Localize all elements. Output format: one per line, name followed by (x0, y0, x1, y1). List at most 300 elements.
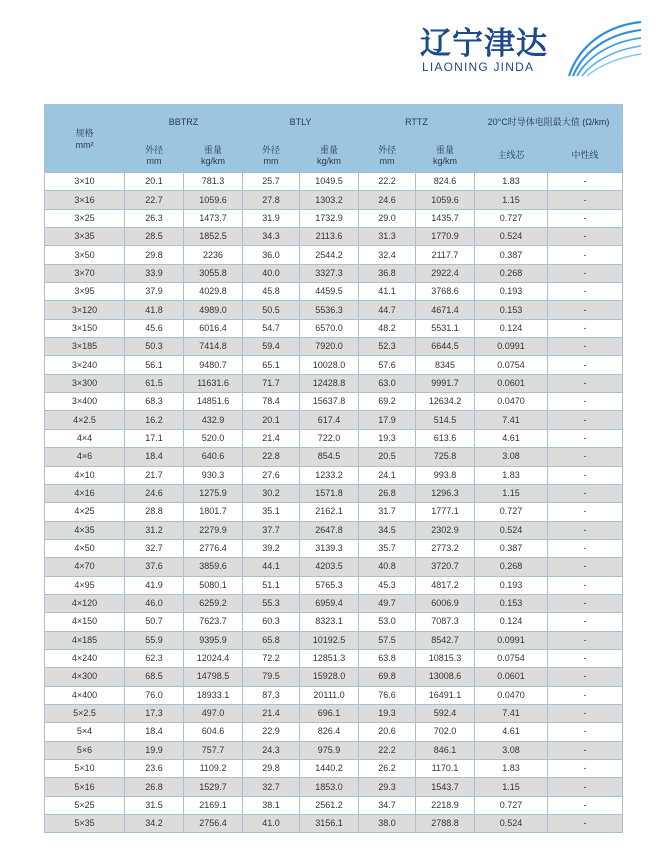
cell-rttz-weight: 5531.1 (416, 319, 475, 337)
cell-spec: 3×50 (45, 246, 125, 264)
cell-main-core-resistance: 1.83 (475, 760, 548, 778)
cell-btly-od: 21.4 (243, 704, 300, 722)
cell-btly-od: 87.3 (243, 686, 300, 704)
cell-btly-weight: 10028.0 (300, 356, 359, 374)
cell-spec: 3×35 (45, 228, 125, 246)
cell-btly-od: 29.8 (243, 760, 300, 778)
cell-bbtrz-od: 20.1 (125, 173, 184, 191)
cell-neutral-resistance: - (548, 686, 623, 704)
cell-neutral-resistance: - (548, 209, 623, 227)
table-row (45, 668, 623, 686)
cell-btly-od: 39.2 (243, 539, 300, 557)
cell-btly-od: 40.0 (243, 264, 300, 282)
cell-btly-weight: 1571.8 (300, 484, 359, 502)
table-row (45, 558, 623, 576)
cell-rttz-weight: 846.1 (416, 741, 475, 759)
table-row (45, 631, 623, 649)
cell-neutral-resistance: - (548, 649, 623, 667)
cell-bbtrz-weight: 640.6 (184, 448, 243, 466)
cell-bbtrz-od: 31.5 (125, 796, 184, 814)
cell-rttz-weight: 9991.7 (416, 374, 475, 392)
cell-rttz-weight: 1059.6 (416, 191, 475, 209)
cell-spec: 3×16 (45, 191, 125, 209)
cell-main-core-resistance: 0.727 (475, 209, 548, 227)
cell-rttz-weight: 7087.3 (416, 613, 475, 631)
cell-rttz-weight: 8345 (416, 356, 475, 374)
sub-header-weight: 重量 kg/km (416, 139, 475, 173)
cell-bbtrz-weight: 7623.7 (184, 613, 243, 631)
cell-main-core-resistance: 1.15 (475, 191, 548, 209)
cell-rttz-weight: 725.8 (416, 448, 475, 466)
cell-neutral-resistance: - (548, 558, 623, 576)
group-header-btly: BTLY (243, 105, 359, 139)
brand-name-cn: 辽宁津达 (420, 26, 548, 62)
cell-rttz-weight: 1435.7 (416, 209, 475, 227)
sub-header-od: 外径 mm (243, 139, 300, 173)
cell-rttz-weight: 4671.4 (416, 301, 475, 319)
table-row (45, 246, 623, 264)
cell-bbtrz-weight: 1473.7 (184, 209, 243, 227)
cell-rttz-weight: 13008.6 (416, 668, 475, 686)
cell-btly-od: 65.1 (243, 356, 300, 374)
cell-spec: 4×400 (45, 686, 125, 704)
cell-main-core-resistance: 0.124 (475, 319, 548, 337)
table-row (45, 649, 623, 667)
table-row (45, 796, 623, 814)
table-row (45, 594, 623, 612)
cell-spec: 3×70 (45, 264, 125, 282)
cell-btly-od: 21.4 (243, 429, 300, 447)
group-header-rttz: RTTZ (359, 105, 475, 139)
cell-btly-weight: 722.0 (300, 429, 359, 447)
cell-bbtrz-od: 26.8 (125, 778, 184, 796)
cell-main-core-resistance: 0.0470 (475, 686, 548, 704)
cell-bbtrz-od: 18.4 (125, 723, 184, 741)
cell-btly-od: 45.8 (243, 283, 300, 301)
cell-neutral-resistance: - (548, 631, 623, 649)
cell-btly-od: 65.8 (243, 631, 300, 649)
cell-rttz-od: 34.5 (359, 521, 416, 539)
cell-btly-od: 32.7 (243, 778, 300, 796)
cell-spec: 4×150 (45, 613, 125, 631)
cell-rttz-od: 24.1 (359, 466, 416, 484)
cell-spec: 4×25 (45, 503, 125, 521)
cell-bbtrz-od: 68.3 (125, 393, 184, 411)
cell-btly-od: 24.3 (243, 741, 300, 759)
cell-spec: 3×10 (45, 173, 125, 191)
cell-rttz-od: 36.8 (359, 264, 416, 282)
cell-spec: 4×50 (45, 539, 125, 557)
cell-bbtrz-od: 18.4 (125, 448, 184, 466)
cell-bbtrz-od: 17.1 (125, 429, 184, 447)
cell-btly-weight: 5765.3 (300, 576, 359, 594)
cell-main-core-resistance: 0.727 (475, 796, 548, 814)
cell-bbtrz-od: 50.3 (125, 338, 184, 356)
cell-rttz-od: 26.8 (359, 484, 416, 502)
cell-btly-weight: 4459.5 (300, 283, 359, 301)
cell-neutral-resistance: - (548, 741, 623, 759)
cell-main-core-resistance: 3.08 (475, 448, 548, 466)
cell-rttz-od: 40.8 (359, 558, 416, 576)
cell-rttz-od: 31.3 (359, 228, 416, 246)
cell-main-core-resistance: 0.268 (475, 264, 548, 282)
cell-spec: 4×4 (45, 429, 125, 447)
table-row (45, 686, 623, 704)
cell-bbtrz-od: 19.9 (125, 741, 184, 759)
cell-main-core-resistance: 1.83 (475, 466, 548, 484)
cell-rttz-weight: 3768.6 (416, 283, 475, 301)
cell-bbtrz-weight: 2756.4 (184, 815, 243, 833)
table-body (45, 173, 623, 833)
cell-rttz-od: 19.3 (359, 429, 416, 447)
cell-main-core-resistance: 0.387 (475, 539, 548, 557)
cell-spec: 4×240 (45, 649, 125, 667)
cell-spec: 4×35 (45, 521, 125, 539)
cell-rttz-od: 22.2 (359, 173, 416, 191)
cell-rttz-weight: 8542.7 (416, 631, 475, 649)
sub-header-od: 外径 mm (359, 139, 416, 173)
sub-header-weight: 重量 kg/km (300, 139, 359, 173)
cell-bbtrz-od: 28.5 (125, 228, 184, 246)
cell-bbtrz-od: 62.3 (125, 649, 184, 667)
swoosh-logo-icon (565, 16, 645, 80)
cell-btly-weight: 15637.8 (300, 393, 359, 411)
cell-btly-od: 72.2 (243, 649, 300, 667)
cell-neutral-resistance: - (548, 411, 623, 429)
cell-main-core-resistance: 1.15 (475, 484, 548, 502)
cell-neutral-resistance: - (548, 668, 623, 686)
table-row (45, 448, 623, 466)
cell-bbtrz-weight: 14798.5 (184, 668, 243, 686)
cell-neutral-resistance: - (548, 466, 623, 484)
cell-btly-weight: 1049.5 (300, 173, 359, 191)
cell-spec: 4×95 (45, 576, 125, 594)
cell-main-core-resistance: 0.387 (475, 246, 548, 264)
cell-main-core-resistance: 0.524 (475, 228, 548, 246)
cell-btly-weight: 2113.6 (300, 228, 359, 246)
cell-btly-weight: 15928.0 (300, 668, 359, 686)
cell-rttz-od: 41.1 (359, 283, 416, 301)
sub-header-weight: 重量 kg/km (184, 139, 243, 173)
cell-rttz-od: 49.7 (359, 594, 416, 612)
cell-rttz-od: 63.0 (359, 374, 416, 392)
cell-spec: 5×4 (45, 723, 125, 741)
cell-bbtrz-weight: 14851.6 (184, 393, 243, 411)
brand-name-en: LIAONING JINDA (422, 60, 535, 74)
group-header-bbtrz: BBTRZ (125, 105, 243, 139)
cell-btly-weight: 2561.2 (300, 796, 359, 814)
cell-rttz-weight: 824.6 (416, 173, 475, 191)
table-row (45, 576, 623, 594)
table-row (45, 301, 623, 319)
cell-bbtrz-weight: 930.3 (184, 466, 243, 484)
cell-bbtrz-weight: 1275.9 (184, 484, 243, 502)
table-row (45, 356, 623, 374)
cell-spec: 4×300 (45, 668, 125, 686)
cell-bbtrz-od: 22.7 (125, 191, 184, 209)
cell-rttz-weight: 4817.2 (416, 576, 475, 594)
cell-neutral-resistance: - (548, 319, 623, 337)
table-row (45, 209, 623, 227)
cell-btly-weight: 20111.0 (300, 686, 359, 704)
cell-main-core-resistance: 0.268 (475, 558, 548, 576)
cell-bbtrz-weight: 2776.4 (184, 539, 243, 557)
cell-spec: 4×16 (45, 484, 125, 502)
table-row (45, 613, 623, 631)
cell-btly-weight: 8323.1 (300, 613, 359, 631)
cell-rttz-weight: 1777.1 (416, 503, 475, 521)
cell-bbtrz-weight: 2236 (184, 246, 243, 264)
cell-bbtrz-od: 37.6 (125, 558, 184, 576)
cell-bbtrz-od: 26.3 (125, 209, 184, 227)
cell-rttz-weight: 1296.3 (416, 484, 475, 502)
cell-bbtrz-weight: 4989.0 (184, 301, 243, 319)
cell-bbtrz-weight: 1529.7 (184, 778, 243, 796)
cell-rttz-weight: 16491.1 (416, 686, 475, 704)
cell-btly-weight: 1303.2 (300, 191, 359, 209)
cell-main-core-resistance: 0.0991 (475, 338, 548, 356)
cell-bbtrz-od: 46.0 (125, 594, 184, 612)
cell-spec: 4×2.5 (45, 411, 125, 429)
cell-neutral-resistance: - (548, 448, 623, 466)
cell-neutral-resistance: - (548, 815, 623, 833)
cell-rttz-od: 17.9 (359, 411, 416, 429)
cell-btly-od: 34.3 (243, 228, 300, 246)
cell-bbtrz-weight: 6259.2 (184, 594, 243, 612)
cell-bbtrz-od: 16.2 (125, 411, 184, 429)
cell-main-core-resistance: 0.0470 (475, 393, 548, 411)
cell-rttz-od: 44.7 (359, 301, 416, 319)
table-row (45, 778, 623, 796)
cell-btly-od: 38.1 (243, 796, 300, 814)
cell-rttz-od: 22.2 (359, 741, 416, 759)
cell-rttz-od: 24.6 (359, 191, 416, 209)
cell-btly-od: 41.0 (243, 815, 300, 833)
cell-main-core-resistance: 0.153 (475, 594, 548, 612)
cell-main-core-resistance: 0.0601 (475, 668, 548, 686)
cell-main-core-resistance: 4.61 (475, 429, 548, 447)
cell-btly-weight: 3139.3 (300, 539, 359, 557)
cell-btly-weight: 854.5 (300, 448, 359, 466)
cell-neutral-resistance: - (548, 356, 623, 374)
table-row (45, 815, 623, 833)
cell-btly-weight: 2162.1 (300, 503, 359, 521)
table-row (45, 466, 623, 484)
cell-btly-weight: 1732.9 (300, 209, 359, 227)
cell-btly-weight: 5536.3 (300, 301, 359, 319)
cell-main-core-resistance: 0.0754 (475, 356, 548, 374)
table-row (45, 723, 623, 741)
sub-header-main-core: 主线芯 (475, 139, 548, 173)
cell-bbtrz-od: 34.2 (125, 815, 184, 833)
cell-neutral-resistance: - (548, 283, 623, 301)
cell-rttz-od: 57.6 (359, 356, 416, 374)
cell-bbtrz-od: 21.7 (125, 466, 184, 484)
cell-main-core-resistance: 1.83 (475, 173, 548, 191)
cell-bbtrz-od: 28.8 (125, 503, 184, 521)
table-row (45, 191, 623, 209)
cell-neutral-resistance: - (548, 521, 623, 539)
cell-bbtrz-od: 33.9 (125, 264, 184, 282)
cell-bbtrz-weight: 9395.9 (184, 631, 243, 649)
cell-rttz-od: 29.3 (359, 778, 416, 796)
cell-bbtrz-weight: 9480.7 (184, 356, 243, 374)
cell-btly-weight: 2647.8 (300, 521, 359, 539)
cell-spec: 5×35 (45, 815, 125, 833)
cell-btly-weight: 6570.0 (300, 319, 359, 337)
cell-btly-od: 20.1 (243, 411, 300, 429)
cell-bbtrz-od: 61.5 (125, 374, 184, 392)
cell-neutral-resistance: - (548, 301, 623, 319)
cell-neutral-resistance: - (548, 723, 623, 741)
cell-rttz-weight: 6644.5 (416, 338, 475, 356)
sub-header-neutral: 中性线 (548, 139, 623, 173)
table-row (45, 741, 623, 759)
cell-bbtrz-od: 68.5 (125, 668, 184, 686)
cell-rttz-od: 76.6 (359, 686, 416, 704)
cell-rttz-od: 32.4 (359, 246, 416, 264)
cell-bbtrz-od: 24.6 (125, 484, 184, 502)
cell-spec: 3×185 (45, 338, 125, 356)
cell-btly-od: 27.8 (243, 191, 300, 209)
spec-header-unit: mm² (75, 139, 94, 150)
cell-rttz-weight: 993.8 (416, 466, 475, 484)
table-row (45, 484, 623, 502)
cell-main-core-resistance: 0.153 (475, 301, 548, 319)
table-row (45, 338, 623, 356)
cell-bbtrz-od: 31.2 (125, 521, 184, 539)
cell-btly-weight: 3327.3 (300, 264, 359, 282)
cell-rttz-od: 34.7 (359, 796, 416, 814)
cell-btly-od: 27.6 (243, 466, 300, 484)
cell-rttz-od: 69.2 (359, 393, 416, 411)
cell-btly-od: 59.4 (243, 338, 300, 356)
cell-bbtrz-weight: 6016.4 (184, 319, 243, 337)
cell-neutral-resistance: - (548, 613, 623, 631)
table-row (45, 283, 623, 301)
cell-rttz-weight: 592.4 (416, 704, 475, 722)
cell-btly-weight: 1440.2 (300, 760, 359, 778)
cell-spec: 5×25 (45, 796, 125, 814)
cell-btly-weight: 4203.5 (300, 558, 359, 576)
cell-btly-od: 50.5 (243, 301, 300, 319)
cell-neutral-resistance: - (548, 539, 623, 557)
cell-rttz-od: 52.3 (359, 338, 416, 356)
table-row (45, 503, 623, 521)
table-row (45, 411, 623, 429)
cell-btly-od: 36.0 (243, 246, 300, 264)
cell-rttz-weight: 12634.2 (416, 393, 475, 411)
cell-rttz-od: 45.3 (359, 576, 416, 594)
cell-rttz-od: 19.3 (359, 704, 416, 722)
cell-rttz-od: 63.8 (359, 649, 416, 667)
cell-neutral-resistance: - (548, 576, 623, 594)
cell-bbtrz-weight: 497.0 (184, 704, 243, 722)
cell-bbtrz-weight: 3859.6 (184, 558, 243, 576)
cell-btly-od: 51.1 (243, 576, 300, 594)
cell-btly-od: 60.3 (243, 613, 300, 631)
cell-spec: 3×150 (45, 319, 125, 337)
cell-btly-od: 55.3 (243, 594, 300, 612)
cell-btly-od: 54.7 (243, 319, 300, 337)
cell-spec: 4×70 (45, 558, 125, 576)
cell-bbtrz-weight: 757.7 (184, 741, 243, 759)
cell-btly-weight: 696.1 (300, 704, 359, 722)
cell-bbtrz-weight: 5080.1 (184, 576, 243, 594)
cell-neutral-resistance: - (548, 374, 623, 392)
cell-rttz-weight: 3720.7 (416, 558, 475, 576)
cell-neutral-resistance: - (548, 503, 623, 521)
cell-main-core-resistance: 7.41 (475, 411, 548, 429)
cable-spec-table (44, 104, 623, 833)
cell-bbtrz-od: 45.6 (125, 319, 184, 337)
table-row (45, 429, 623, 447)
cell-spec: 3×25 (45, 209, 125, 227)
cell-btly-od: 22.9 (243, 723, 300, 741)
cell-bbtrz-weight: 432.9 (184, 411, 243, 429)
cell-main-core-resistance: 0.193 (475, 283, 548, 301)
cell-neutral-resistance: - (548, 760, 623, 778)
table-row (45, 173, 623, 191)
cell-bbtrz-weight: 12024.4 (184, 649, 243, 667)
cell-bbtrz-weight: 781.3 (184, 173, 243, 191)
cell-main-core-resistance: 0.0991 (475, 631, 548, 649)
cell-bbtrz-od: 17.3 (125, 704, 184, 722)
cell-neutral-resistance: - (548, 796, 623, 814)
cell-bbtrz-weight: 1852.5 (184, 228, 243, 246)
cell-main-core-resistance: 7.41 (475, 704, 548, 722)
cell-rttz-od: 69.8 (359, 668, 416, 686)
table-row (45, 704, 623, 722)
cell-bbtrz-od: 41.9 (125, 576, 184, 594)
cell-btly-od: 25.7 (243, 173, 300, 191)
cell-spec: 3×95 (45, 283, 125, 301)
cell-btly-weight: 12851.3 (300, 649, 359, 667)
cell-bbtrz-weight: 4029.8 (184, 283, 243, 301)
cell-rttz-od: 26.2 (359, 760, 416, 778)
cell-rttz-weight: 10815.3 (416, 649, 475, 667)
cell-neutral-resistance: - (548, 246, 623, 264)
table-row (45, 393, 623, 411)
cell-btly-od: 30.2 (243, 484, 300, 502)
cell-btly-weight: 1233.2 (300, 466, 359, 484)
group-header-resistance: 20°C时导体电阻最大值 (Ω/km) (475, 105, 623, 139)
cell-btly-od: 71.7 (243, 374, 300, 392)
cell-rttz-od: 57.5 (359, 631, 416, 649)
cell-neutral-resistance: - (548, 594, 623, 612)
cell-neutral-resistance: - (548, 173, 623, 191)
cell-neutral-resistance: - (548, 778, 623, 796)
cell-rttz-weight: 2302.9 (416, 521, 475, 539)
table-row (45, 319, 623, 337)
cell-bbtrz-od: 56.1 (125, 356, 184, 374)
cell-bbtrz-weight: 1109.2 (184, 760, 243, 778)
cell-main-core-resistance: 0.0754 (475, 649, 548, 667)
cell-rttz-weight: 514.5 (416, 411, 475, 429)
cell-btly-weight: 3156.1 (300, 815, 359, 833)
cell-bbtrz-od: 32.7 (125, 539, 184, 557)
cell-bbtrz-weight: 1801.7 (184, 503, 243, 521)
cell-rttz-weight: 2773.2 (416, 539, 475, 557)
cell-bbtrz-od: 76.0 (125, 686, 184, 704)
cell-bbtrz-weight: 1059.6 (184, 191, 243, 209)
cell-btly-weight: 1853.0 (300, 778, 359, 796)
cell-main-core-resistance: 0.727 (475, 503, 548, 521)
cell-rttz-weight: 2117.7 (416, 246, 475, 264)
cell-main-core-resistance: 4.61 (475, 723, 548, 741)
cell-neutral-resistance: - (548, 338, 623, 356)
cell-rttz-od: 48.2 (359, 319, 416, 337)
